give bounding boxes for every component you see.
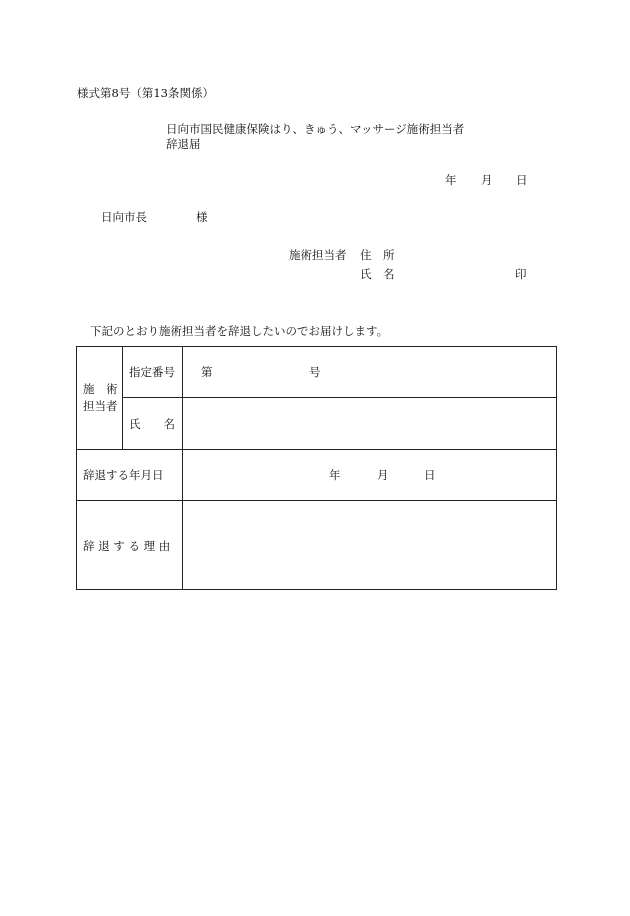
- date-month-label: 月: [481, 173, 493, 187]
- practitioner-name-label: 氏 名: [129, 417, 175, 431]
- table-divider: [182, 347, 183, 589]
- addressee-name: 日向市長: [101, 210, 147, 224]
- date-day-label: 日: [516, 173, 528, 187]
- intro-text: 下記のとおり施術担当者を辞退したいのでお届けします。: [90, 324, 389, 338]
- designation-number-label: 指定番号: [129, 365, 175, 379]
- withdrawal-form-table: [76, 346, 557, 590]
- applicant-name-label: 氏 名: [360, 267, 395, 281]
- withdraw-year-label: 年: [329, 468, 341, 482]
- designation-prefix: 第: [201, 365, 213, 379]
- withdraw-reason-label: 辞 退 す る 理 由: [83, 539, 171, 553]
- section-label-line-2: 担当者: [83, 399, 118, 413]
- applicant-address-label: 住 所: [360, 248, 395, 262]
- table-divider: [122, 397, 556, 398]
- addressee-honorific: 様: [196, 210, 208, 224]
- title-line-2: 辞退届: [166, 137, 201, 151]
- date-year-label: 年: [445, 173, 457, 187]
- title-line-1: 日向市国民健康保険はり、きゅう、マッサージ施術担当者: [166, 122, 465, 136]
- withdraw-day-label: 日: [424, 468, 436, 482]
- table-divider: [122, 347, 123, 449]
- designation-suffix: 号: [309, 365, 321, 379]
- form-number: 様式第8号（第13条関係）: [77, 86, 214, 100]
- seal-mark: 印: [515, 267, 527, 281]
- withdraw-month-label: 月: [377, 468, 389, 482]
- section-label-line-1: 施 術: [83, 382, 118, 396]
- applicant-role: 施術担当者: [289, 248, 347, 262]
- table-divider: [77, 449, 556, 450]
- table-divider: [77, 500, 556, 501]
- withdraw-date-label: 辞退する年月日: [83, 468, 164, 482]
